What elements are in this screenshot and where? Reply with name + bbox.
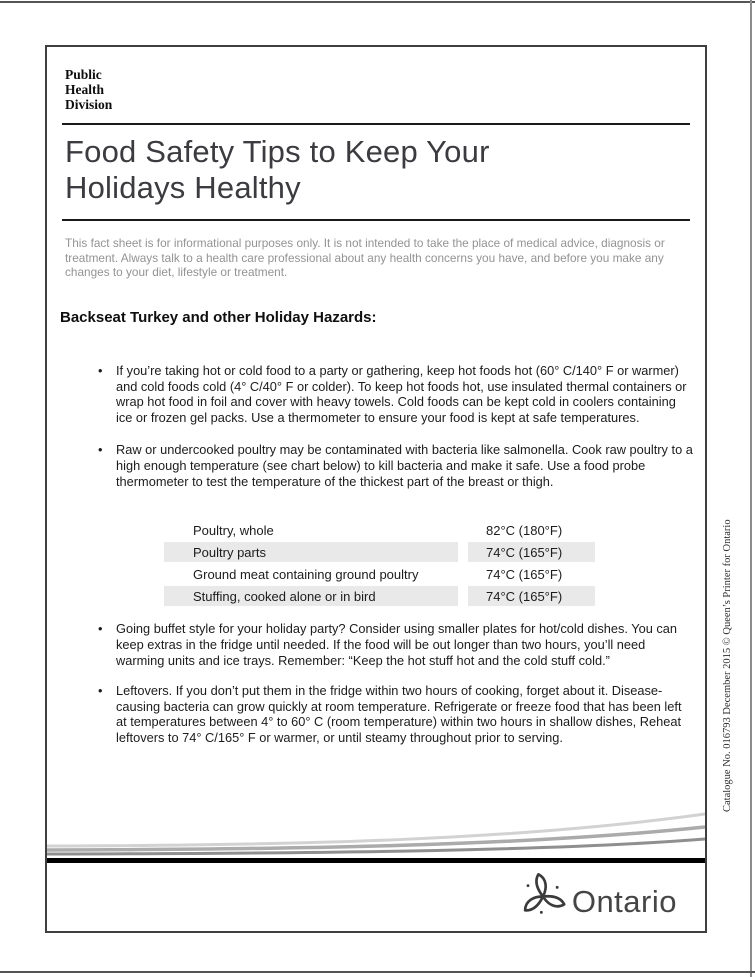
table-cell-temp: 74°C (165°F) [468, 542, 595, 562]
page-title-line: Holidays Healthy [65, 170, 301, 205]
header-divider [62, 123, 690, 125]
ontario-wordmark: Ontario [571, 884, 677, 919]
ontario-logo [47, 863, 705, 931]
table-cell-item: Poultry parts [164, 542, 458, 562]
table-row [164, 542, 595, 562]
page-footer [47, 810, 705, 931]
org-line: Public [65, 67, 102, 82]
table-row [164, 586, 595, 606]
catalogue-note: Catalogue No. 016793 December 2015 © Queen’s Printer for Ontario [722, 519, 733, 812]
title-divider [62, 219, 690, 221]
list-item: • Going buffet style for your holiday party? Consider using smaller plates for hot/cold dishes. You can keep extras in the fridge until needed. If the food will be out longer than two hours, you’ll need warming units and ice trays. Remember: “Keep the hot stuff hot and the cold stuff cold.” [65, 621, 694, 668]
bullet-list [65, 363, 697, 490]
section-heading: Backseat Turkey and other Holiday Hazards: [60, 308, 377, 326]
table-cell-item: Ground meat containing ground poultry [193, 566, 419, 582]
window-edge-bottom [0, 971, 755, 973]
page-title [65, 134, 687, 206]
bullet-list [65, 621, 697, 746]
org-line: Division [65, 97, 113, 112]
table-cell-item: Poultry, whole [193, 522, 274, 538]
temperature-table [164, 520, 595, 606]
window-edge-top [0, 1, 755, 3]
table-row [164, 564, 595, 584]
org-name-block [65, 67, 687, 112]
trillium-icon [517, 869, 569, 919]
disclaimer-text: This fact sheet is for informational purposes only. It is not intended to take the place of medical advice, diagnosis or treatment. Always talk to a health care professional about any health concerns you have, and before you make any changes to your diet, lifestyle or treatment. [65, 236, 665, 280]
page-title-line: Food Safety Tips to Keep Your [65, 134, 490, 169]
page-content [47, 47, 705, 746]
org-line: Health [65, 82, 104, 97]
list-item: • Raw or undercooked poultry may be contaminated with bacteria like salmonella. Cook raw poultry to a high enough temperature (see chart below) to kill bacteria and make it safe. Use a food probe thermometer to test the temperature of the thickest part of the breast or thigh. [65, 442, 694, 489]
table-cell-item: Stuffing, cooked alone or in bird [164, 586, 458, 606]
list-item: • Leftovers. If you don’t put them in the fridge within two hours of cooking, forget about it. Disease-causing bacteria can grow quickly at room temperature. Refrigerate or freeze food that has been left at temperatures between 4° to 60° C (room temperature) within two hours in shallow dishes, Reheat leftovers to 74° C/165° F or warmer, or until steamy throughout prior to serving. [65, 683, 694, 746]
table-cell-temp: 74°C (165°F) [486, 566, 563, 582]
document-page [45, 45, 707, 933]
list-item: • If you’re taking hot or cold food to a party or gathering, keep hot foods hot (60° C/140° F or warmer) and cold foods cold (4° C/40° F or colder). To keep hot foods hot, use insulated thermal containers or wrap hot food in foil and cover with heavy towels. Cold foods can be kept cold in coolers containing ice or frozen gel packs. Use a thermometer to ensure your food is kept at safe temperatures. [65, 363, 694, 426]
table-cell-temp: 74°C (165°F) [468, 586, 595, 606]
table-row [164, 520, 595, 540]
table-cell-temp: 82°C (180°F) [486, 522, 563, 538]
swoosh-graphic [47, 810, 705, 858]
window-edge-right [750, 0, 752, 977]
